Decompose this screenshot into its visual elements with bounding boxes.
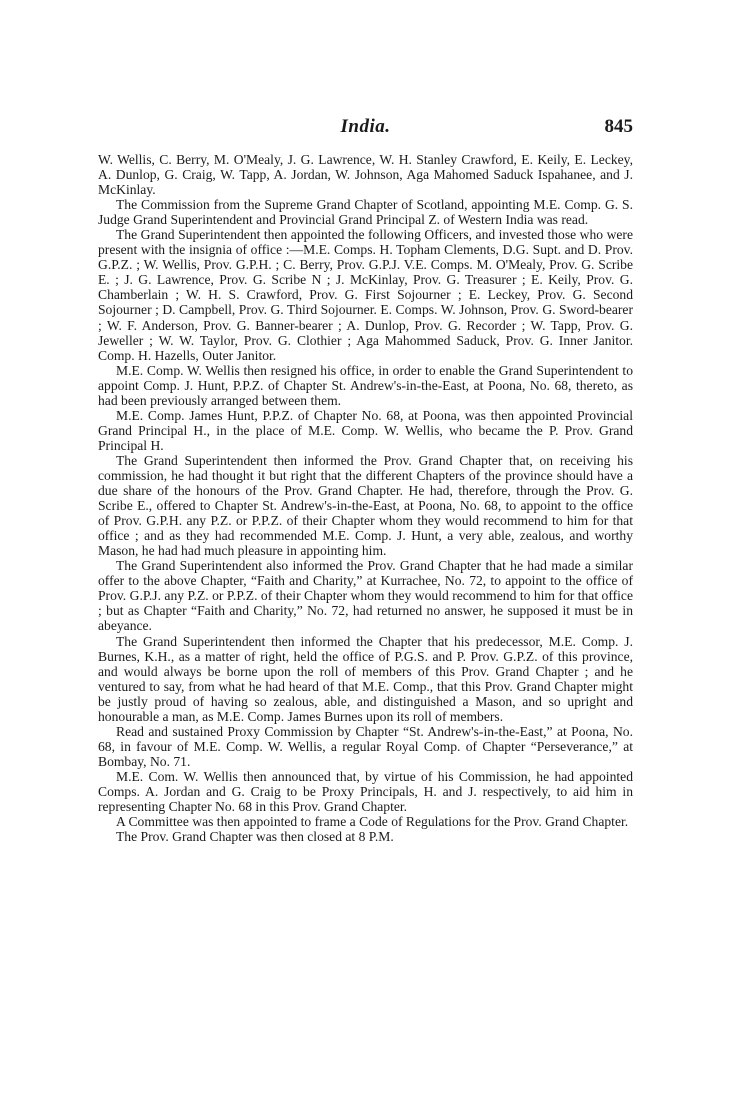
paragraph-commission-read: The Commission from the Supreme Grand Chapter of Scotland, appointing M.E. Comp. G. S. Judge Grand Superintendent and Provincial Grand Principal Z. of Western India was read. [98,197,633,228]
paragraph-chapter-honours: The Grand Superintendent then informed the Prov. Grand Chapter that, on receiving his commission, he had thought it but right that the different Chapters of the province should have a due share of the honours of the Prov. Grand Chapter. He had, therefore, through the Prov. G. Scribe E., offered to Chapter St. Andrew's-in-the-East, at Poona, No. 68, to appoint to the office of Prov. G.P.H. any P.Z. or P.P.Z. of their Chapter whom they would recommend to him for that office ; and as they had recommended M.E. Comp. J. Hunt, a very able, zealous, and worthy Mason, he had had much pleasure in appointing him. [98,452,633,559]
body-text [98,152,633,844]
paragraph-committee: A Committee was then appointed to frame a Code of Regulations for the Prov. Grand Chapter. [116,814,629,830]
paragraph-proxy-commission: Read and sustained Proxy Commission by Chapter “St. Andrew's-in-the-East,” at Poona, No. 68, in favour of M.E. Comp. W. Wellis, a regular Royal Comp. of Chapter “Perseverance,” at Bombay, No. 71. [98,723,633,769]
paragraph-faith-and-charity: The Grand Superintendent also informed the Prov. Grand Chapter that he had made a similar offer to the above Chapter, “Faith and Charity,” at Kurrachee, No. 72, to appoint to the office of Prov. G.P.J. any P.Z. or P.P.Z. of their Chapter whom they would recommend to him for that office ; but as Chapter “Faith and Charity,” No. 72, had returned no answer, he supposed it must be in abeyance. [98,558,633,634]
paragraph-chapter-closed: The Prov. Grand Chapter was then closed at 8 P.M. [116,829,394,845]
paragraph-hunt-appointed: M.E. Comp. James Hunt, P.P.Z. of Chapter No. 68, at Poona, was then appointed Provincial Grand Principal H., in the place of M.E. Comp. W. Wellis, who became the P. Prov. Grand Principal H. [98,407,633,453]
paragraph-proxy-principals: M.E. Com. W. Wellis then announced that, by virtue of his Commission, he had appointed Comps. A. Jordan and G. Craig to be Proxy Principals, H. and J. respectively, to aid him in representing Chapter No. 68 in this Prov. Grand Chapter. [98,768,633,815]
running-head [98,116,633,144]
paragraph-predecessor-burnes: The Grand Superintendent then informed the Chapter that his predecessor, M.E. Comp. J. Burnes, K.H., as a matter of right, held the office of P.G.S. and P. Prov. G.P.Z. of this province, and would always be borne upon the roll of members of this Prov. Grand Chapter ; and he ventured to say, from what he had heard of that M.E. Comp., that this Prov. Grand Chapter might be justly proud of having so zealous, able, and distinguished a Mason, and so upright and honourable a man, as M.E. Comp. James Burnes upon its roll of members. [98,633,633,724]
page-number: 845 [604,116,633,137]
paragraph-officers-appointed: The Grand Superintendent then appointed the following Officers, and invested those who were present with the insignia of office :—M.E. Comps. H. Topham Clements, D.G. Supt. and D. Prov. G.P.Z. ; W. Wellis, Prov. G.P.H. ; C. Berry, Prov. G.P.J. V.E. Comps. M. O'Mealy, Prov. G. Scribe E. ; J. G. Lawrence, Prov. G. Scribe N ; J. McKinlay, Prov. G. Treasurer ; E. Keily, Prov. G. Chamberlain ; W. H. S. Crawford, Prov. G. First Sojourner ; E. Leckey, Prov. G. Second Sojourner ; D. Campbell, Prov. G. Third Sojourner. E. Comps. W. Johnson, Prov. G. Sword-bearer ; W. F. Anderson, Prov. G. Banner-bearer ; A. Dunlop, Prov. G. Recorder ; W. Tapp, Prov. G. Jeweller ; W. W. Taylor, Prov. G. Clothier ; Aga Mahommed Saduck, Prov. G. Inner Janitor. Comp. H. Hazells, Outer Janitor. [98,227,633,363]
paragraph-continuation: W. Wellis, C. Berry, M. O'Mealy, J. G. Lawrence, W. H. Stanley Crawford, E. Keily, E. Leckey, A. Dunlop, G. Craig, W. Tapp, A. Jordan, W. Johnson, Aga Mahomed Saduck Ispahanee, and J. McKinlay. [98,152,633,198]
paragraph-wellis-resigns: M.E. Comp. W. Wellis then resigned his office, in order to enable the Grand Superintendent to appoint Comp. J. Hunt, P.P.Z. of Chapter St. Andrew's-in-the-East, at Poona, No. 68, thereto, as had been previously arranged between them. [98,362,633,408]
running-title: India. [340,116,391,137]
